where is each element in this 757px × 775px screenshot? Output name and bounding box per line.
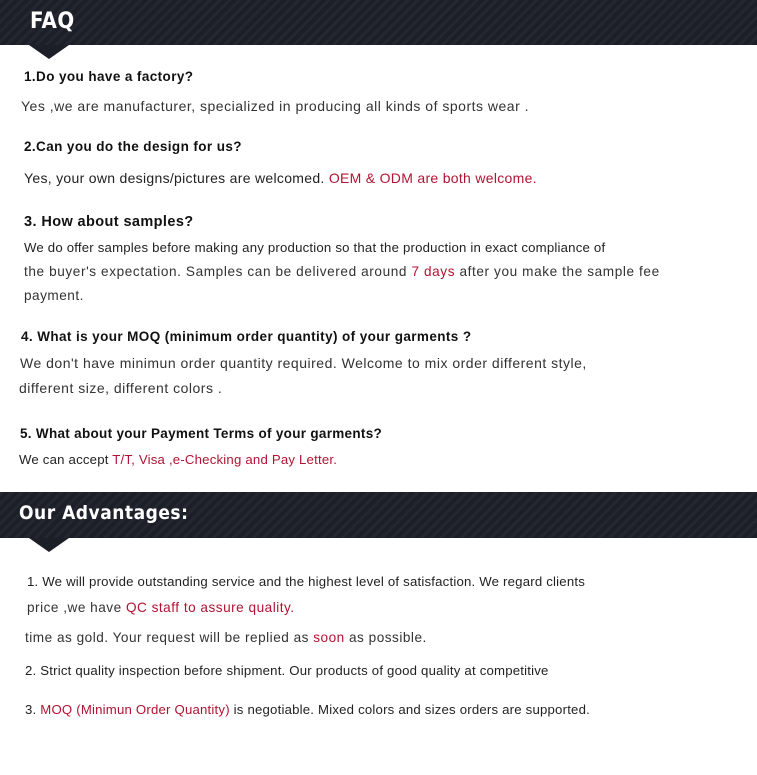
advantage-line-3 [25, 630, 427, 645]
faq-answer-4-line-2: different size, different colors . [19, 380, 223, 396]
faq-answer-3-highlight: 7 days [411, 264, 456, 279]
advantages-banner [0, 492, 757, 538]
advantage-line-2 [27, 600, 295, 615]
faq-title: FAQ [30, 9, 75, 34]
faq-answer-3-line-2 [24, 264, 660, 279]
advantage-line-3-highlight: soon [313, 630, 345, 645]
advantage-line-2-highlight: QC staff to assure quality. [125, 600, 295, 615]
faq-answer-3-line-2-tail: after you make the sample fee [455, 264, 660, 279]
faq-answer-5-highlight: T/T, Visa ,e-Checking and Pay Letter. [112, 452, 338, 467]
faq-banner [0, 0, 757, 45]
advantage-line-5 [25, 702, 590, 717]
advantage-line-1: 1. We will provide outstanding service and the highest level of satisfaction. We regard clients [27, 574, 586, 589]
advantage-line-3-tail: as possible. [344, 630, 427, 645]
faq-banner-notch [29, 45, 69, 59]
faq-answer-2-text: Yes, your own designs/pictures are welcomed. [24, 170, 329, 186]
faq-answer-3-line-2-text: the buyer's expectation. Samples can be delivered around [24, 264, 412, 279]
advantages-banner-notch [29, 538, 69, 552]
faq-answer-2-highlight: OEM & ODM are both welcome. [328, 170, 537, 186]
advantage-line-5-highlight: MOQ (Minimun Order Quantity) [40, 702, 230, 717]
faq-question-3: 3. How about samples? [24, 214, 194, 230]
faq-question-5: 5. What about your Payment Terms of your garments? [20, 426, 383, 441]
faq-question-4: 4. What is your MOQ (minimum order quantity) of your garments ? [21, 329, 472, 344]
faq-answer-2 [24, 170, 537, 186]
faq-question-1: 1.Do you have a factory? [24, 69, 194, 84]
advantage-line-3-text: time as gold. Your request will be replied as [25, 630, 314, 645]
advantage-line-5-text: 3. [25, 702, 41, 717]
faq-answer-4-line-1: We don't have minimun order quantity required. Welcome to mix order different style, [20, 355, 587, 371]
advantages-title: Our Advantages: [19, 502, 189, 524]
advantage-line-5-tail: is negotiable. Mixed colors and sizes orders are supported. [229, 702, 590, 717]
faq-question-2: 2.Can you do the design for us? [24, 139, 242, 154]
faq-answer-3-line-1: We do offer samples before making any production so that the production in exact compliance of [24, 240, 606, 255]
faq-answer-5 [19, 452, 337, 467]
faq-answer-3-line-3: payment. [24, 288, 84, 303]
advantage-line-2-text: price ,we have [27, 600, 126, 615]
advantage-line-4: 2. Strict quality inspection before shipment. Our products of good quality at competitive [25, 663, 549, 678]
faq-answer-1: Yes ,we are manufacturer, specialized in producing all kinds of sports wear . [21, 98, 530, 114]
faq-answer-5-text: We can accept [19, 452, 113, 467]
